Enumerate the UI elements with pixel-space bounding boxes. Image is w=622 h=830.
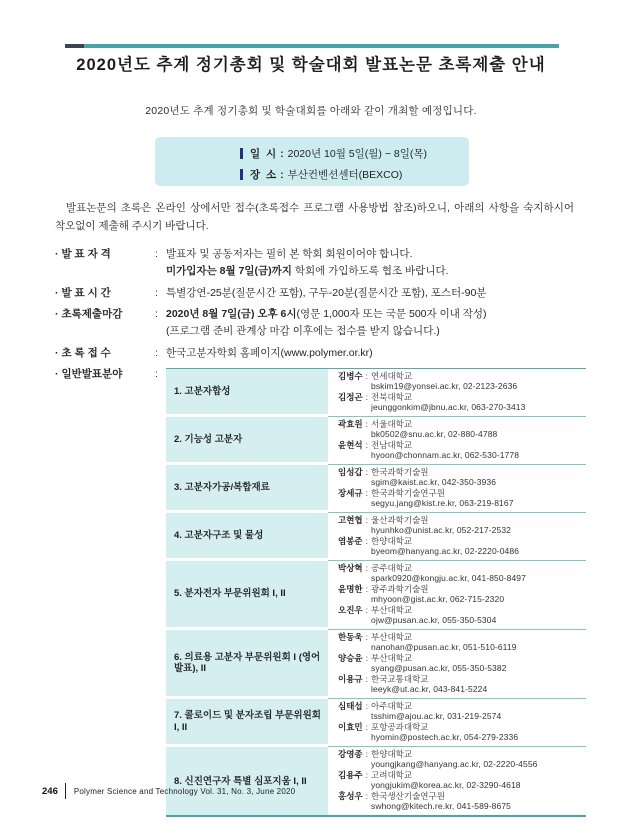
page-number: 246 <box>42 785 58 797</box>
bullet-item <box>55 246 592 281</box>
contact-name: 김용주 <box>338 770 363 781</box>
table-row <box>166 630 586 699</box>
name-colon: : <box>365 515 369 526</box>
contact-email-phone: leeyk@ut.ac.kr, 043-841-5224 <box>371 684 488 695</box>
label-colon: : <box>280 147 284 160</box>
contact-name: 심태섭 <box>338 701 363 712</box>
name-colon: : <box>365 632 369 643</box>
contact-entry <box>338 564 586 584</box>
event-venue-value: 부산컨벤션센터(BEXCO) <box>287 169 403 181</box>
category-cell: 2. 기능성 고분자 <box>166 417 328 462</box>
contact-name: 한동욱 <box>338 632 363 643</box>
page-title: 2020년도 추계 정기총회 및 학술대회 발표논문 초록제출 안내 <box>76 56 546 74</box>
name-colon: : <box>365 674 369 685</box>
name-colon: : <box>365 584 369 595</box>
name-colon: : <box>365 701 369 712</box>
text-segment: 미가입자는 8월 7일(금)까지 <box>166 265 292 278</box>
text-segment: 학회에 가입하도록 협조 바랍니다. <box>291 265 449 278</box>
bullet-content <box>166 285 592 302</box>
bar-marker-icon <box>240 169 243 180</box>
bullet-dot-icon: · <box>55 307 59 320</box>
table-row <box>166 465 586 513</box>
name-colon: : <box>365 418 369 429</box>
contact-email-phone: nanohan@pusan.ac.kr, 051-510-6119 <box>371 641 517 652</box>
contact-name: 김정곤 <box>338 391 363 402</box>
contact-email-phone: yongjukim@korea.ac.kr, 02-3290-4618 <box>371 780 521 791</box>
contact-affiliation: 전남대학교 <box>371 439 413 450</box>
bullet-item <box>55 345 592 362</box>
bullet-label: · 발 표 시 간 <box>55 286 111 299</box>
contact-entry <box>338 393 586 413</box>
label-colon: : <box>155 248 158 260</box>
name-colon: : <box>365 563 369 574</box>
contact-affiliation: 한국교통대학교 <box>371 674 429 685</box>
intro-paragraph: 발표논문의 초록은 온라인 상에서만 접수(초록접수 프로그램 사용방법 참조)하오니, 아래의 사항을 숙지하시어 착오없이 제출해 주시기 바랍니다. <box>55 202 574 233</box>
bullet-content-line <box>166 246 592 263</box>
contacts-cell <box>328 369 586 417</box>
contact-email-phone: hyomin@postech.ac.kr, 054-279-2336 <box>371 732 519 743</box>
contact-affiliation: 한국과학기술원 <box>371 467 429 477</box>
bullet-dot-icon: · <box>55 248 59 260</box>
contact-affiliation: 한국과학기술연구원 <box>371 488 445 499</box>
contact-affiliation: 아주대학교 <box>371 701 413 712</box>
name-colon: : <box>365 488 369 499</box>
presentation-field-table <box>166 368 586 818</box>
name-colon: : <box>365 370 369 381</box>
bullet-label: · 초 록 접 수 <box>55 346 111 359</box>
contact-entry <box>338 792 586 812</box>
subtitle: 2020년도 추계 정기총회 및 학술대회를 아래와 같이 개최할 예정입니다. <box>145 105 477 117</box>
contact-entry <box>338 654 586 674</box>
contact-email-phone: byeom@hanyang.ac.kr, 02-2220-0486 <box>371 545 520 556</box>
contact-entry <box>338 771 586 791</box>
bullet-item <box>55 306 592 341</box>
label-colon: : <box>155 346 158 359</box>
contact-name: 홍성우 <box>338 791 363 802</box>
label-colon: : <box>155 286 158 299</box>
bullet-list <box>55 246 592 821</box>
contact-affiliation: 한양대학교 <box>371 749 413 760</box>
contact-entry <box>338 372 586 392</box>
contacts-cell <box>328 513 586 561</box>
contact-email-phone: bk0502@snu.ac.kr, 02-880-4788 <box>371 428 498 439</box>
contact-email-phone: ojw@pusan.ac.kr, 055-350-5304 <box>371 614 497 625</box>
event-date-line <box>240 146 469 161</box>
contacts-cell <box>328 465 586 513</box>
title-rule <box>65 44 559 48</box>
bullet-label: · 초록제출마감 <box>55 307 123 320</box>
contact-name: 장세규 <box>338 488 363 499</box>
contact-email-phone: jeunggonkim@jbnu.ac.kr, 063-270-3413 <box>371 401 526 412</box>
contact-entry <box>338 489 586 509</box>
bullet-label: · 일반발표분야 <box>55 367 123 380</box>
bar-marker-icon <box>240 148 243 159</box>
bullet-item <box>55 285 592 302</box>
contact-entry <box>338 441 586 461</box>
label-colon: : <box>280 168 284 181</box>
text-segment: 한국고분자학회 홈페이지(www.polymer.or.kr) <box>166 346 373 359</box>
bullet-dot-icon: · <box>55 367 59 380</box>
contact-name: 곽효원 <box>338 418 363 429</box>
text-segment: 특별강연-25분(질문시간 포함), 구두-20분(질문시간 포함), 포스터-90분 <box>166 286 487 299</box>
contact-affiliation: 부산대학교 <box>371 632 413 643</box>
contact-name: 오진우 <box>338 605 363 616</box>
label-colon: : <box>155 307 158 320</box>
table-row <box>166 369 586 417</box>
contact-name: 이효민 <box>338 722 363 733</box>
footer-divider <box>65 783 66 799</box>
contact-entry <box>338 585 586 605</box>
contact-entry <box>338 468 586 488</box>
contact-email-phone: segyu.jang@kist.re.kr, 063-219-8167 <box>371 497 514 508</box>
event-venue-line <box>240 167 469 182</box>
name-colon: : <box>365 391 369 402</box>
contact-name: 이용규 <box>338 674 363 685</box>
table-row <box>166 417 586 465</box>
contact-entry <box>338 633 586 653</box>
contact-name: 고현협 <box>338 515 363 526</box>
contact-email-phone: sgim@kaist.ac.kr, 042-350-3936 <box>371 476 497 487</box>
contacts-cell <box>328 630 586 699</box>
contact-email-phone: tsshim@ajou.ac.kr, 031-219-2574 <box>371 711 502 722</box>
contact-affiliation: 연세대학교 <box>371 370 413 381</box>
contact-affiliation: 포항공과대학교 <box>371 722 429 733</box>
contact-affiliation: 광주과학기술원 <box>371 584 429 595</box>
bullet-item <box>55 366 592 818</box>
name-colon: : <box>365 536 369 547</box>
title-rule-dark-segment <box>65 44 84 48</box>
name-colon: : <box>365 467 369 477</box>
journal-citation: Polymer Science and Technology Vol. 31, No. 3, June 2020 <box>73 786 296 796</box>
contact-name: 염봉준 <box>338 536 363 547</box>
table-row <box>166 513 586 561</box>
contact-entry <box>338 537 586 557</box>
contact-email-phone: syang@pusan.ac.kr, 055-350-5382 <box>371 663 507 674</box>
bullet-content-line <box>166 263 592 280</box>
category-cell: 5. 분자전자 부문위원회 I, II <box>166 561 328 627</box>
contact-email-phone: hyunhko@unist.ac.kr, 052-217-2532 <box>371 524 511 535</box>
contacts-cell <box>328 699 586 747</box>
bullet-content <box>166 345 592 362</box>
contact-affiliation: 서울대학교 <box>371 418 413 429</box>
category-cell: 4. 고분자구조 및 물성 <box>166 513 328 558</box>
name-colon: : <box>365 605 369 616</box>
label-colon: : <box>155 367 158 380</box>
category-cell: 1. 고분자합성 <box>166 369 328 414</box>
contacts-cell <box>328 747 586 815</box>
contact-affiliation: 한양대학교 <box>371 536 413 547</box>
name-colon: : <box>365 439 369 450</box>
bullet-content-line <box>166 306 592 323</box>
contact-name: 윤현석 <box>338 439 363 450</box>
contact-name: 박상혁 <box>338 563 363 574</box>
event-date-value: 2020년 10월 5일(월) ~ 8일(목) <box>287 148 427 160</box>
contacts-cell <box>328 417 586 465</box>
bullet-content-line <box>166 323 592 340</box>
category-cell: 7. 콜로이드 및 분자조립 부문위원회 I, II <box>166 699 328 744</box>
contact-name: 양승윤 <box>338 653 363 664</box>
text-segment: (영문 1,000자 또는 국문 500자 이내 작성) <box>296 307 487 320</box>
contact-affiliation: 공주대학교 <box>371 563 413 574</box>
bullet-label: · 발 표 자 격 <box>55 248 111 260</box>
name-colon: : <box>365 722 369 733</box>
contact-affiliation: 고려대학교 <box>371 770 413 781</box>
title-rule-teal-segment <box>84 44 559 48</box>
name-colon: : <box>365 749 369 760</box>
page-footer <box>42 783 295 799</box>
contact-entry <box>338 420 586 440</box>
category-cell: 8. 신진연구자 특별 심포지움 I, II <box>166 747 328 815</box>
bullet-content <box>166 246 592 281</box>
text-segment: 2020년 8월 7일(금) 오후 6시 <box>166 307 297 320</box>
contact-email-phone: bskim19@yonsei.ac.kr, 02-2123-2636 <box>371 380 518 391</box>
contact-name: 윤명한 <box>338 584 363 595</box>
event-date-label: 일 시 <box>250 148 277 160</box>
event-venue-label: 장 소 <box>250 169 277 181</box>
contact-email-phone: mhyoon@gist.ac.kr, 062-715-2320 <box>371 593 505 604</box>
contact-affiliation: 울산과학기술원 <box>371 515 429 526</box>
contact-email-phone: youngjkang@hanyang.ac.kr, 02-2220-4556 <box>371 759 538 770</box>
name-colon: : <box>365 770 369 781</box>
contact-email-phone: hyoon@chonnam.ac.kr, 062-530-1778 <box>371 449 520 460</box>
contact-email-phone: swhong@kitech.re.kr, 041-589-8675 <box>371 801 511 812</box>
table-row <box>166 699 586 747</box>
contact-entry <box>338 516 586 536</box>
contact-affiliation: 전북대학교 <box>371 391 413 402</box>
category-cell: 6. 의료용 고분자 부문위원회 I (영어발표), II <box>166 630 328 696</box>
table-row <box>166 747 586 815</box>
text-segment: (프로그램 준비 관계상 마감 이후에는 접수를 받지 않습니다.) <box>166 325 440 338</box>
contact-entry <box>338 606 586 626</box>
contacts-cell <box>328 561 586 630</box>
name-colon: : <box>365 653 369 664</box>
bullet-content-line <box>166 345 592 362</box>
contact-name: 임성갑 <box>338 467 363 477</box>
table-row <box>166 561 586 630</box>
contact-entry <box>338 723 586 743</box>
contact-entry <box>338 750 586 770</box>
bullet-content <box>166 306 592 341</box>
contact-email-phone: spark0920@kongju.ac.kr, 041-850-8497 <box>371 572 526 583</box>
event-info-box <box>155 137 469 186</box>
contact-affiliation: 한국생산기술연구원 <box>371 791 445 802</box>
bullet-content <box>166 366 592 818</box>
text-segment: 발표자 및 공동저자는 필히 본 학회 회원이어야 합니다. <box>166 248 413 260</box>
contact-name: 김병수 <box>338 370 363 381</box>
contact-entry <box>338 702 586 722</box>
name-colon: : <box>365 791 369 802</box>
bullet-content-line <box>166 285 592 302</box>
contact-affiliation: 부산대학교 <box>371 605 413 616</box>
category-cell: 3. 고분자가공/복합재료 <box>166 465 328 510</box>
contact-entry <box>338 675 586 695</box>
contact-affiliation: 부산대학교 <box>371 653 413 664</box>
bullet-dot-icon: · <box>55 346 59 359</box>
contact-name: 강영종 <box>338 749 363 760</box>
bullet-dot-icon: · <box>55 286 59 299</box>
